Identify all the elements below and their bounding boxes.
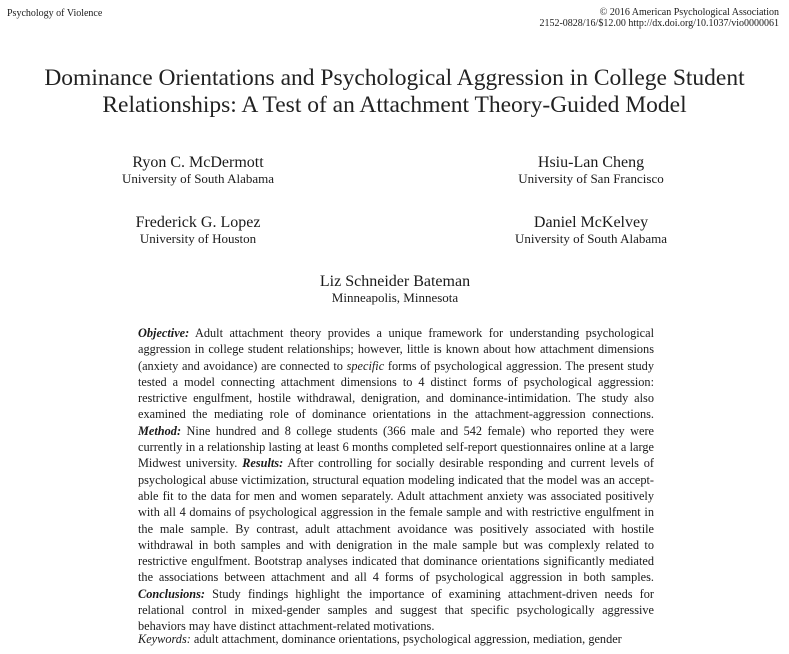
abstract [138, 325, 654, 635]
method-text: Nine hundred and 8 college students (366 male and 542 female) who reported they were currently in a relationship lasting at least 6 months completed self-report questionnaires online at a large Midwest university. [138, 423, 654, 471]
copyright-line: © 2016 American Psychological Association [599, 7, 779, 18]
title-line-2: Relationships: A Test of an Attachment Theory-Guided Model [102, 92, 687, 118]
author-name: Daniel McKelvey [533, 214, 649, 231]
author-affiliation: University of South Alabama [121, 171, 274, 186]
author-block [471, 155, 711, 187]
publication-info [539, 7, 779, 29]
keywords [138, 631, 698, 647]
conclusions-label: Conclusions: [138, 586, 205, 601]
objective-label: Objective: [138, 326, 190, 340]
doi-line[interactable]: 2152-0828/16/$12.00 http://dx.doi.org/10.1037/vio0000061 [539, 18, 779, 29]
author-affiliation: University of Houston [139, 231, 257, 246]
objective-emphasis: specific [346, 358, 385, 373]
author-block [471, 215, 711, 247]
author-affiliation: University of South Alabama [514, 231, 667, 246]
keywords-text: adult attachment, dominance orientations, psychological aggression, mediation, gender [190, 632, 622, 646]
author-name: Liz Schneider Bateman [319, 273, 471, 290]
title-line-1: Dominance Orientations and Psychological Aggression in College Student [44, 65, 745, 91]
objective-text-cont: forms of psychological aggression. The present study tested a model connecting attachment dimensions to 4 distinct forms of psychological aggression: restrictive engulfment, hostile withdrawal, denigration, and dominance-intimidation. The study also examined the mediating role of dominance orientations in the attachment-aggression connections. [138, 358, 654, 422]
method-label: Method: [138, 423, 182, 438]
results-text: After controlling for socially desirable responding and current levels of psychological abuse victimization, structural equation modeling indicated that the model was an accept-able fit to the data for men and women separately. Adult attachment anxiety was associated positively with all 4 domains of psychological aggression in the female sample and with restrictive engulfment in the male sample. By contrast, adult attachment avoidance was positively associated with hostile withdrawal in both samples and with denigration in the male sample but was complexly related to restrictive engulfment. Bootstrap analyses indicated that dominance orientations significantly mediated the associations between attachment and all 4 forms of psychological aggression in both samples. [138, 456, 654, 585]
author-block [78, 215, 318, 247]
author-block [78, 155, 318, 187]
results-label: Results: [242, 456, 284, 471]
author-name: Ryon C. McDermott [132, 154, 264, 171]
author-name: Hsiu-Lan Cheng [537, 154, 645, 171]
author-affiliation: Minneapolis, Minnesota [331, 290, 459, 305]
keywords-label: Keywords: [138, 632, 191, 646]
author-name: Frederick G. Lopez [135, 214, 261, 231]
conclusions-text: Study findings highlight the importance of examining attachment-driven needs for relational control in mixed-gender samples and suggest that specific psychologically aggressive behaviors may have distinct attachment-related motivations. [138, 586, 654, 634]
journal-name: Psychology of Violence [7, 8, 103, 19]
author-block [275, 274, 515, 306]
author-affiliation: University of San Francisco [518, 171, 664, 186]
objective-text: Adult attachment theory provides a unique framework for understanding psychological aggression in college student relationships; however, little is known about how attachment dimensions (anxiety and avoidance) are connected to [138, 326, 654, 373]
paper-title [0, 65, 789, 119]
